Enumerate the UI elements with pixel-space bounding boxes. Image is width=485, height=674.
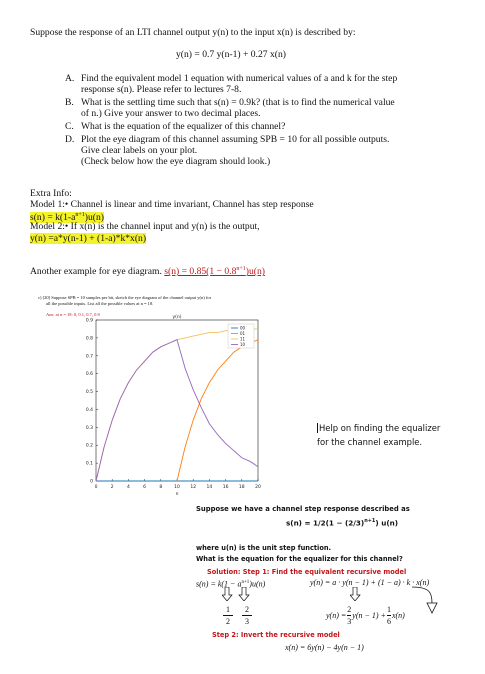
x-tick-label: 2 xyxy=(110,485,114,490)
curved-arrow-icon xyxy=(410,585,438,615)
help-note-line1: Help on finding the equalizer xyxy=(319,423,441,433)
y-tick-label: 0.1 xyxy=(85,461,93,467)
x-axis-label: n xyxy=(175,492,179,497)
text-cursor xyxy=(317,423,318,433)
excerpt-answer: Ans: at n = 18: 0, 0.1, 0.7, 0.8 xyxy=(46,312,100,317)
example-where: where u(n) is the unit step function. xyxy=(196,544,332,552)
help-note xyxy=(317,421,440,449)
model2-formula: y(n) =a*y(n-1) + (1-a)*k*x(n) xyxy=(30,233,147,244)
y-tick-label: 0.7 xyxy=(85,354,93,360)
y-tick-label: 0.9 xyxy=(85,318,93,324)
example-recursive-model: y(n) = $\frac{2}{3}$ y(n − 1) + $\frac{1}{6}$ x(n) xyxy=(326,605,405,626)
fraction-k: 1 2 xyxy=(223,604,233,627)
another-example-formula: $s(n) = 0.85(1 - 0.8^{n+1})u(n)$ xyxy=(164,266,265,278)
x-tick-label: 14 xyxy=(206,485,213,490)
question-d-line3: (Check below how the eye diagram should look.) xyxy=(81,156,271,167)
y-tick-label: 0 xyxy=(90,479,93,485)
example-equalizer: x(n) = 6y(n) − 4y(n − 1) xyxy=(285,643,364,652)
x-tick-label: 12 xyxy=(190,485,197,490)
x-tick-label: 20 xyxy=(255,485,261,490)
question-b-line1: What is the settling time such that s(n) = 0.9k? (that is to find the numerical value xyxy=(81,97,395,108)
down-arrows-icon xyxy=(222,587,252,601)
x-tick-label: 8 xyxy=(159,485,163,490)
x-tick-label: 4 xyxy=(126,485,130,490)
down-arrow-icon xyxy=(350,587,362,601)
example-model-right: y(n) = a · y(n − 1) + (1 − a) · k · x(n) xyxy=(310,578,430,587)
y-tick-label: 0.8 xyxy=(85,336,93,342)
model2-label: Model 2:• If x(n) is the channel input and y(n) is the output, xyxy=(30,221,260,232)
question-d-line2: Give clear labels on your plot. xyxy=(81,145,198,156)
example-question: What is the equation for the equalizer for this channel? xyxy=(196,555,403,563)
channel-equation: y(n) = 0.7 y(n-1) + 0.27 x(n) xyxy=(176,49,286,60)
model1-label: Model 1:• Channel is linear and time invariant, Channel has step response xyxy=(30,199,314,210)
model1-formula: $s(n) = k(1-a^{n+1})u(n)$ xyxy=(30,212,104,224)
excerpt-question-line1: c) [20] Suppose SPB = 10 samples per bit, sketch the eye diagram of the channel output y(n) for xyxy=(38,295,212,300)
question-b-letter: B. xyxy=(65,97,74,108)
example-intro: Suppose we have a channel step response described as xyxy=(196,505,410,513)
x-tick-label: 18 xyxy=(238,485,245,490)
question-b-line2: of n.) Give your answer to two decimal places. xyxy=(81,108,261,119)
eye-diagram-chart xyxy=(20,312,270,502)
question-a-line1: Find the equivalent model 1 equation with numerical values of a and k for the step xyxy=(81,73,398,84)
help-note-line2: for the channel example. xyxy=(317,437,423,447)
x-tick-label: 0 xyxy=(94,485,98,490)
legend-label-00: 00 xyxy=(240,325,246,331)
question-a-letter: A. xyxy=(65,73,75,84)
another-example: Another example for eye diagram. $s(n) = 0.85(1 - 0.8^{n+1})u(n)$ xyxy=(30,266,265,278)
example-formula: $s(n) = 1/2(1 - (2/3)^{n+1})$ u(n) xyxy=(286,518,399,528)
y-tick-label: 0.5 xyxy=(85,390,93,396)
x-tick-label: 10 xyxy=(174,485,180,490)
example-step1: Solution: Step 1: Find the equivalent recursive model xyxy=(207,568,407,576)
extra-info-heading: Extra Info: xyxy=(30,188,72,199)
y-tick-label: 0.2 xyxy=(85,443,93,449)
fraction-a: 2 3 xyxy=(242,604,252,627)
question-c-letter: C. xyxy=(65,121,74,132)
example-model-left: $s(n) = k(1 - a^{n+1})u(n)$ xyxy=(196,579,266,589)
y-tick-label: 0.3 xyxy=(85,425,93,431)
chart-title: y(n) xyxy=(172,315,182,320)
example-step2: Step 2: Invert the recursive model xyxy=(212,631,340,639)
question-a-line2: response s(n). Please refer to lectures 7-8. xyxy=(81,84,242,95)
question-d-line1: Plot the eye diagram of this channel assuming SPB = 10 for all possible outputs. xyxy=(81,134,390,145)
question-d-letter: D. xyxy=(65,134,75,145)
excerpt-question-line2: all the possible inputs. List all the possible values at n = 18. xyxy=(46,301,154,306)
x-tick-label: 16 xyxy=(222,485,229,490)
intro-text: Suppose the response of an LTI channel output y(n) to the input x(n) is described by: xyxy=(30,27,356,38)
x-tick-label: 6 xyxy=(143,485,147,490)
y-tick-label: 0.4 xyxy=(85,407,93,413)
y-tick-label: 0.6 xyxy=(85,372,93,378)
question-c-line1: What is the equation of the equalizer of this channel? xyxy=(81,121,286,132)
legend-label-11: 11 xyxy=(240,336,246,342)
legend-label-01: 01 xyxy=(240,331,246,336)
legend-label-10: 10 xyxy=(240,342,246,347)
